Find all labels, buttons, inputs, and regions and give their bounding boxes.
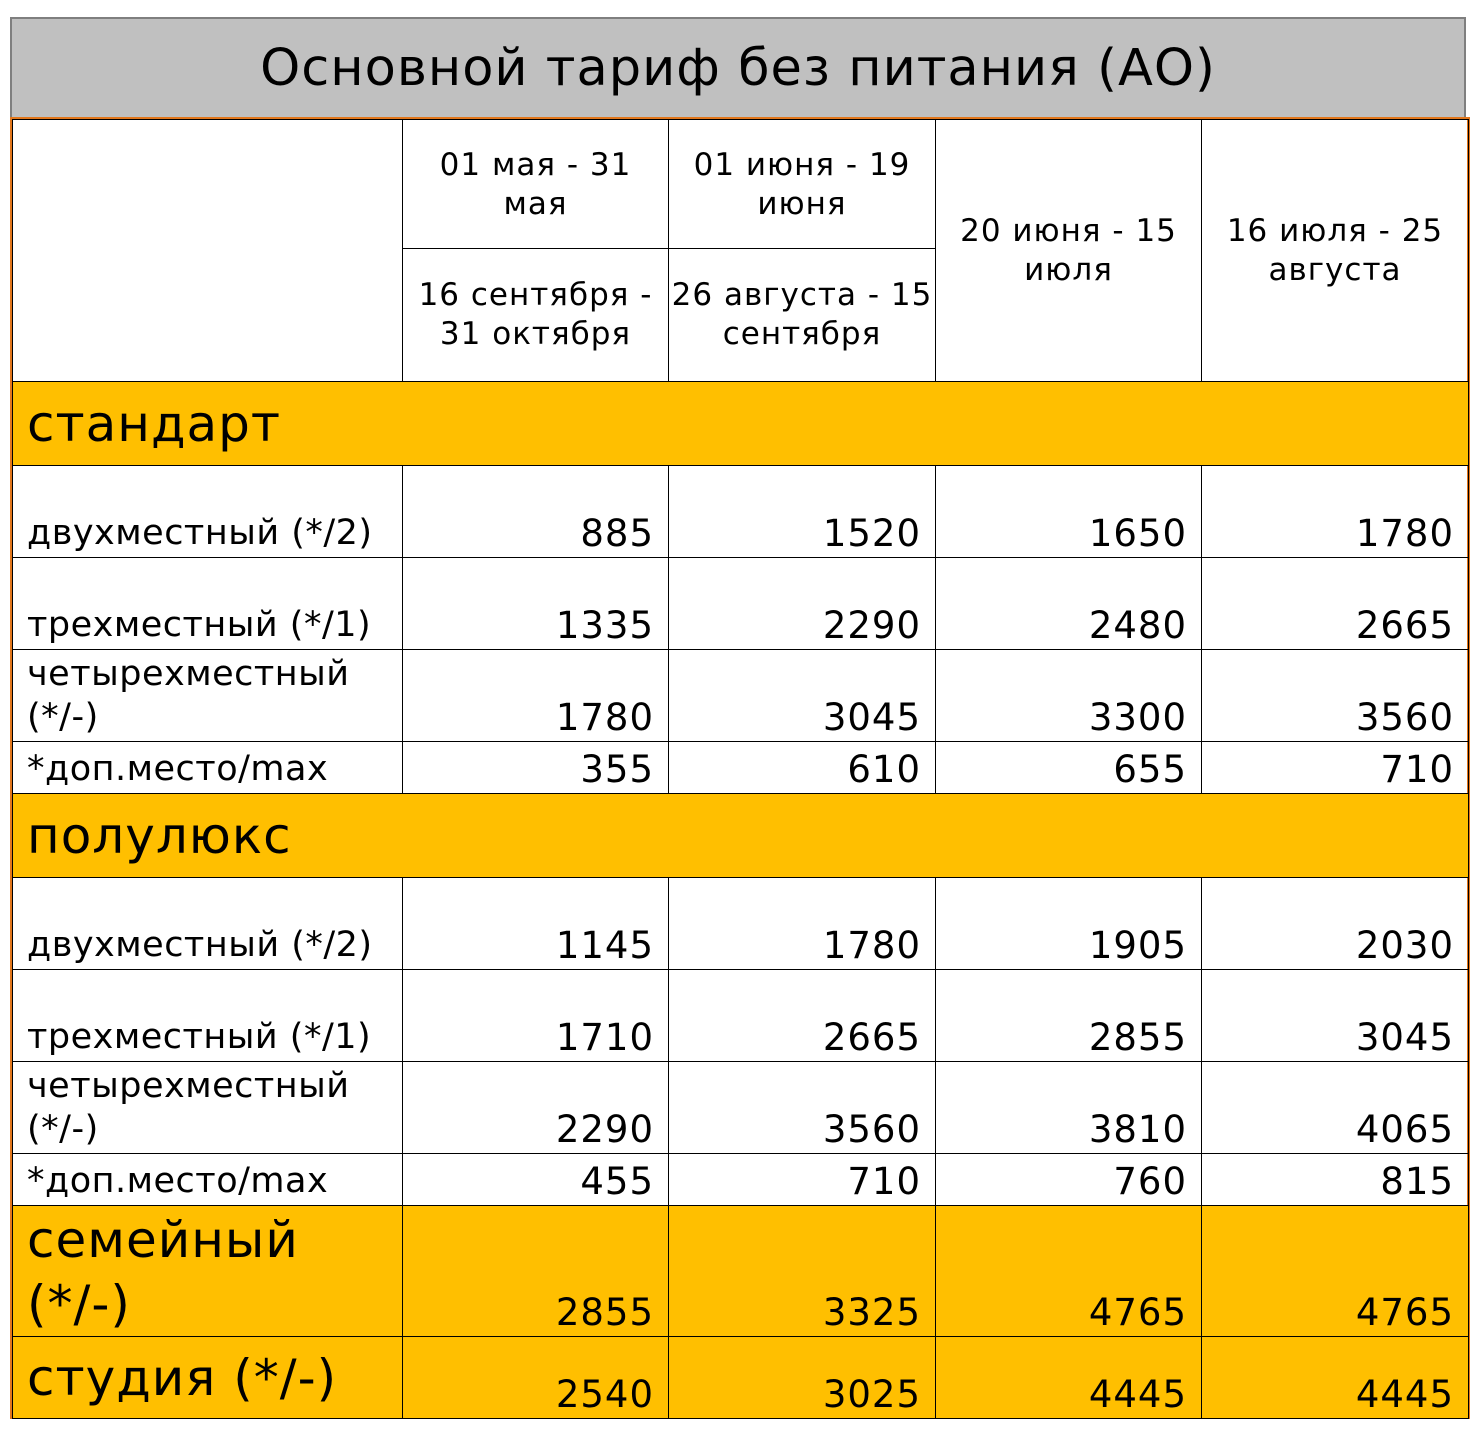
price-cell: 2030	[1202, 878, 1469, 970]
price-cell: 3045	[1202, 970, 1469, 1062]
price-cell: 885	[403, 466, 669, 558]
price-cell: 3560	[1202, 650, 1469, 742]
price-cell: 2665	[1202, 558, 1469, 650]
table-row	[13, 1154, 1469, 1206]
section-row	[13, 794, 1469, 878]
price-cell: 4445	[936, 1337, 1202, 1419]
family-row	[13, 1206, 1469, 1337]
price-cell: 760	[936, 1154, 1202, 1206]
price-cell: 815	[1202, 1154, 1469, 1206]
price-cell: 3025	[669, 1337, 936, 1419]
price-cell: 2290	[669, 558, 936, 650]
row-label: трехместный (*/1)	[13, 970, 403, 1062]
period-4: 16 июля - 25 августа	[1202, 120, 1469, 382]
table-row	[13, 650, 1469, 742]
price-cell: 2665	[669, 970, 936, 1062]
table-row	[13, 970, 1469, 1062]
row-label: трехместный (*/1)	[13, 558, 403, 650]
price-cell: 2855	[936, 970, 1202, 1062]
section-semilux: полулюкс	[13, 794, 1469, 878]
page-title: Основной тариф без питания (АО)	[10, 17, 1466, 117]
price-cell: 1650	[936, 466, 1202, 558]
price-cell: 1780	[403, 650, 669, 742]
price-cell: 4445	[1202, 1337, 1469, 1419]
price-cell: 1905	[936, 878, 1202, 970]
price-cell: 1780	[1202, 466, 1469, 558]
row-label: четырехместный (*/-)	[13, 650, 403, 742]
row-label: четырехместный (*/-)	[13, 1062, 403, 1154]
price-cell: 1780	[669, 878, 936, 970]
table-row	[13, 742, 1469, 794]
price-cell: 1335	[403, 558, 669, 650]
price-cell: 2290	[403, 1062, 669, 1154]
period-2-bottom: 26 августа - 15 сентября	[669, 249, 936, 382]
header-row	[13, 120, 1469, 249]
price-cell: 1520	[669, 466, 936, 558]
price-cell: 3560	[669, 1062, 936, 1154]
header-corner	[13, 120, 403, 382]
section-standard: стандарт	[13, 382, 1469, 466]
price-cell: 710	[669, 1154, 936, 1206]
section-row	[13, 382, 1469, 466]
studio-label: студия (*/-)	[13, 1337, 403, 1419]
studio-row	[13, 1337, 1469, 1419]
price-cell: 1710	[403, 970, 669, 1062]
price-cell: 355	[403, 742, 669, 794]
price-cell: 4065	[1202, 1062, 1469, 1154]
price-cell: 4765	[936, 1206, 1202, 1337]
row-label: двухместный (*/2)	[13, 466, 403, 558]
table-row	[13, 466, 1469, 558]
price-cell: 710	[1202, 742, 1469, 794]
row-label: *доп.место/max	[13, 742, 403, 794]
price-cell: 455	[403, 1154, 669, 1206]
period-3: 20 июня - 15 июля	[936, 120, 1202, 382]
tariff-table	[12, 119, 1469, 1419]
period-1-bottom: 16 сентября - 31 октября	[403, 249, 669, 382]
row-label: двухместный (*/2)	[13, 878, 403, 970]
table-row	[13, 558, 1469, 650]
price-cell: 610	[669, 742, 936, 794]
table-row	[13, 1062, 1469, 1154]
price-cell: 3325	[669, 1206, 936, 1337]
period-2-top: 01 июня - 19 июня	[669, 120, 936, 249]
row-label: *доп.место/max	[13, 1154, 403, 1206]
price-cell: 4765	[1202, 1206, 1469, 1337]
price-cell: 2540	[403, 1337, 669, 1419]
price-cell: 1145	[403, 878, 669, 970]
price-cell: 3300	[936, 650, 1202, 742]
period-1-top: 01 мая - 31 мая	[403, 120, 669, 249]
price-cell: 3810	[936, 1062, 1202, 1154]
price-cell: 2855	[403, 1206, 669, 1337]
family-label: семейный (*/-)	[13, 1206, 403, 1337]
table-row	[13, 878, 1469, 970]
price-cell: 655	[936, 742, 1202, 794]
price-cell: 3045	[669, 650, 936, 742]
price-cell: 2480	[936, 558, 1202, 650]
